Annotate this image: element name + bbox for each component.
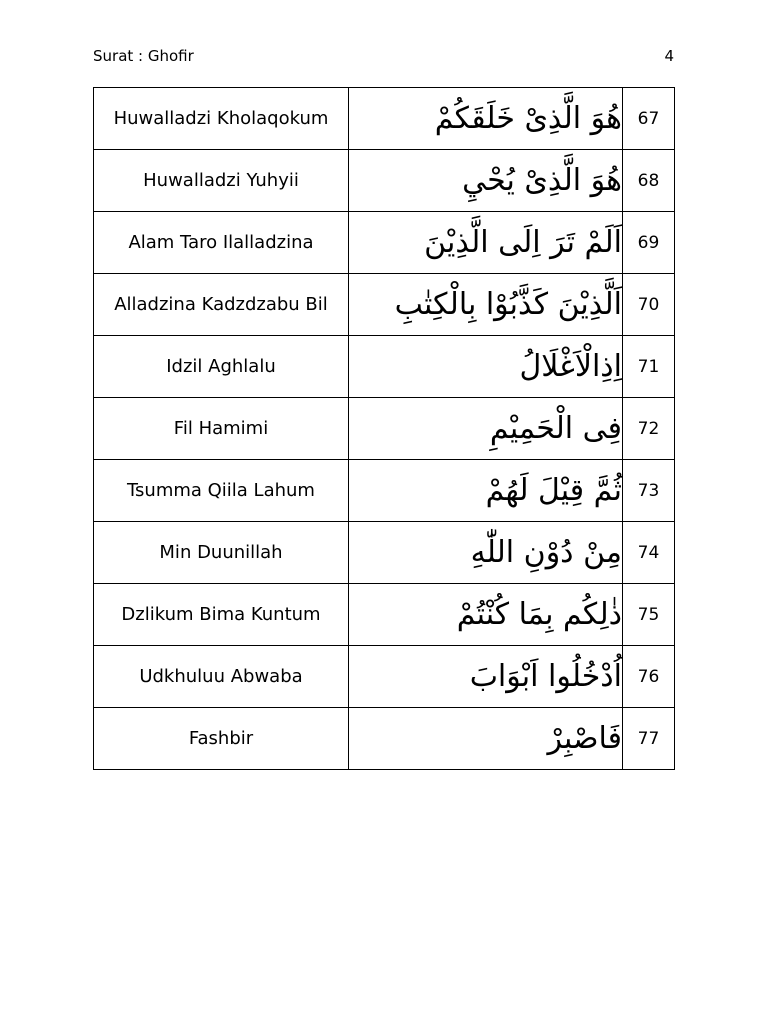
arabic-text: اُدْخُلُوا اَبْوَابَ xyxy=(349,646,623,708)
latin-transliteration: Tsumma Qiila Lahum xyxy=(94,460,349,522)
table-row xyxy=(94,274,675,336)
verse-table xyxy=(93,87,675,770)
table-row xyxy=(94,460,675,522)
latin-transliteration: Huwalladzi Yuhyii xyxy=(94,150,349,212)
arabic-text: ذٰلِكُم بِمَا كُنْتُمْ xyxy=(349,584,623,646)
arabic-text: ثُمَّ قِيْلَ لَهُمْ xyxy=(349,460,623,522)
latin-transliteration: Min Duunillah xyxy=(94,522,349,584)
verse-number: 71 xyxy=(623,336,675,398)
table-row xyxy=(94,150,675,212)
arabic-text: اَلَّذِيْنَ كَذَّبُوْا بِالْكِتٰبِ xyxy=(349,274,623,336)
verse-number: 70 xyxy=(623,274,675,336)
verse-number: 68 xyxy=(623,150,675,212)
table-row xyxy=(94,212,675,274)
latin-transliteration: Alladzina Kadzdzabu Bil xyxy=(94,274,349,336)
surah-title: Surat : Ghofir xyxy=(93,47,194,65)
table-row xyxy=(94,88,675,150)
page-number: 4 xyxy=(664,47,674,65)
arabic-text: هُوَ الَّذِىْ يُحْيِ xyxy=(349,150,623,212)
table-row xyxy=(94,522,675,584)
latin-transliteration: Idzil Aghlalu xyxy=(94,336,349,398)
table-row xyxy=(94,584,675,646)
latin-transliteration: Dzlikum Bima Kuntum xyxy=(94,584,349,646)
latin-transliteration: Alam Taro Ilalladzina xyxy=(94,212,349,274)
verse-number: 74 xyxy=(623,522,675,584)
verse-number: 75 xyxy=(623,584,675,646)
verse-number: 76 xyxy=(623,646,675,708)
verse-number: 69 xyxy=(623,212,675,274)
arabic-text: اَلَمْ تَرَ اِلَى الَّذِيْنَ xyxy=(349,212,623,274)
table-row xyxy=(94,646,675,708)
arabic-text: اِذِالْاَغْلَالُ xyxy=(349,336,623,398)
arabic-text: فَاصْبِرْ xyxy=(349,708,623,770)
verse-number: 67 xyxy=(623,88,675,150)
latin-transliteration: Udkhuluu Abwaba xyxy=(94,646,349,708)
verse-number: 77 xyxy=(623,708,675,770)
arabic-text: هُوَ الَّذِىْ خَلَقَكُمْ xyxy=(349,88,623,150)
latin-transliteration: Fil Hamimi xyxy=(94,398,349,460)
arabic-text: مِنْ دُوْنِ اللّٰهِ xyxy=(349,522,623,584)
verse-number: 72 xyxy=(623,398,675,460)
table-row xyxy=(94,336,675,398)
latin-transliteration: Huwalladzi Kholaqokum xyxy=(94,88,349,150)
table-row xyxy=(94,398,675,460)
table-row xyxy=(94,708,675,770)
arabic-text: فِى الْحَمِيْمِ xyxy=(349,398,623,460)
verse-number: 73 xyxy=(623,460,675,522)
latin-transliteration: Fashbir xyxy=(94,708,349,770)
